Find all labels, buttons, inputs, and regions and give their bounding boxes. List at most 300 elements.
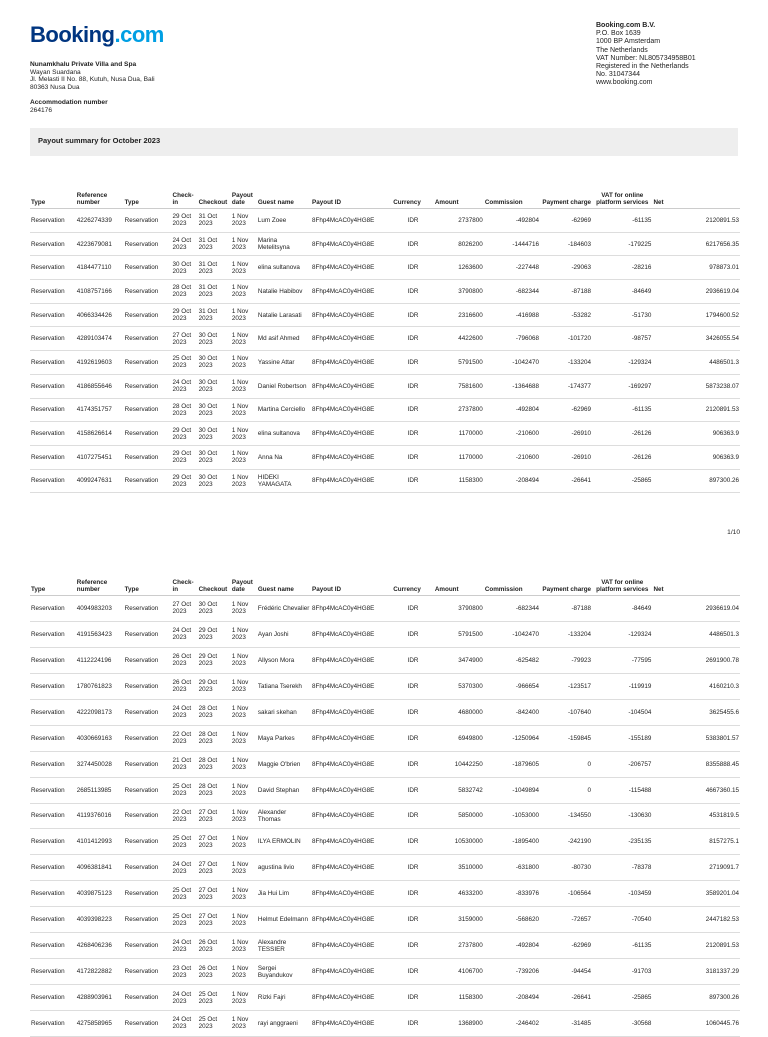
cell-payout-id: 8Fhp4McAC0y4HG8E bbox=[311, 327, 392, 351]
cell-booking-type: Reservation bbox=[124, 751, 172, 777]
cell-reference-number: 4186855646 bbox=[76, 374, 124, 398]
cell-type: Reservation bbox=[30, 280, 76, 304]
cell-guest-name: rayi anggraeni bbox=[257, 1011, 311, 1037]
cell-payout-date: 1 Nov 2023 bbox=[231, 596, 257, 622]
cell-type: Reservation bbox=[30, 855, 76, 881]
table-row bbox=[30, 232, 740, 256]
cell-booking-type: Reservation bbox=[124, 647, 172, 673]
cell-amount: 1263600 bbox=[434, 256, 484, 280]
cell-net: 2691900.78 bbox=[652, 647, 740, 673]
cell-vat: -129324 bbox=[592, 621, 652, 647]
cell-net: 2120891.53 bbox=[652, 398, 740, 422]
cell-net: 2120891.53 bbox=[652, 933, 740, 959]
cell-net: 5873238.07 bbox=[652, 374, 740, 398]
cell-payout-id: 8Fhp4McAC0y4HG8E bbox=[311, 725, 392, 751]
cell-booking-type: Reservation bbox=[124, 777, 172, 803]
cell-check-in: 24 Oct 2023 bbox=[172, 374, 198, 398]
cell-payment-charge: -134550 bbox=[540, 803, 592, 829]
cell-currency: IDR bbox=[392, 596, 434, 622]
cell-type: Reservation bbox=[30, 596, 76, 622]
cell-type: Reservation bbox=[30, 209, 76, 233]
cell-commission: -1895400 bbox=[484, 829, 540, 855]
cell-payout-date: 1 Nov 2023 bbox=[231, 209, 257, 233]
cell-commission: -1042470 bbox=[484, 351, 540, 375]
column-header-booking-type: Type bbox=[124, 553, 172, 596]
cell-payout-date: 1 Nov 2023 bbox=[231, 803, 257, 829]
cell-type: Reservation bbox=[30, 699, 76, 725]
cell-currency: IDR bbox=[392, 855, 434, 881]
cell-check-in: 25 Oct 2023 bbox=[172, 907, 198, 933]
cell-commission: -492804 bbox=[484, 398, 540, 422]
cell-amount: 1368900 bbox=[434, 1011, 484, 1037]
table-row bbox=[30, 374, 740, 398]
cell-guest-name: David Stephan bbox=[257, 777, 311, 803]
cell-commission: -833976 bbox=[484, 881, 540, 907]
cell-vat: -84649 bbox=[592, 280, 652, 304]
cell-checkout: 27 Oct 2023 bbox=[198, 829, 231, 855]
cell-amount: 5832742 bbox=[434, 777, 484, 803]
cell-checkout: 27 Oct 2023 bbox=[198, 855, 231, 881]
cell-booking-type: Reservation bbox=[124, 673, 172, 699]
column-header-payout-id: Payout ID bbox=[311, 553, 392, 596]
cell-checkout: 31 Oct 2023 bbox=[198, 280, 231, 304]
company-line: VAT Number: NL805734958B01 bbox=[596, 54, 696, 62]
cell-checkout: 31 Oct 2023 bbox=[198, 303, 231, 327]
cell-reference-number: 4030669163 bbox=[76, 725, 124, 751]
summary-header bbox=[30, 128, 738, 156]
cell-guest-name: Natalie Larasati bbox=[257, 303, 311, 327]
cell-checkout: 30 Oct 2023 bbox=[198, 351, 231, 375]
cell-check-in: 24 Oct 2023 bbox=[172, 855, 198, 881]
cell-currency: IDR bbox=[392, 985, 434, 1011]
cell-currency: IDR bbox=[392, 803, 434, 829]
cell-net: 4160210.3 bbox=[652, 673, 740, 699]
cell-amount: 5850000 bbox=[434, 803, 484, 829]
table-row bbox=[30, 596, 740, 622]
company-line: The Netherlands bbox=[596, 46, 648, 54]
summary-title: Payout summary for October 2023 bbox=[38, 136, 161, 145]
cell-checkout: 27 Oct 2023 bbox=[198, 881, 231, 907]
cell-checkout: 30 Oct 2023 bbox=[198, 596, 231, 622]
cell-payout-date: 1 Nov 2023 bbox=[231, 647, 257, 673]
cell-commission: -1444716 bbox=[484, 232, 540, 256]
column-header-net: Net bbox=[652, 166, 740, 209]
cell-checkout: 30 Oct 2023 bbox=[198, 398, 231, 422]
cell-amount: 2737800 bbox=[434, 209, 484, 233]
cell-net: 4486501.3 bbox=[652, 351, 740, 375]
cell-type: Reservation bbox=[30, 751, 76, 777]
cell-payment-charge: -101720 bbox=[540, 327, 592, 351]
cell-checkout: 29 Oct 2023 bbox=[198, 647, 231, 673]
cell-booking-type: Reservation bbox=[124, 907, 172, 933]
cell-type: Reservation bbox=[30, 985, 76, 1011]
cell-reference-number: 4094983203 bbox=[76, 596, 124, 622]
cell-currency: IDR bbox=[392, 256, 434, 280]
cell-payment-charge: -26910 bbox=[540, 422, 592, 446]
cell-payout-id: 8Fhp4McAC0y4HG8E bbox=[311, 907, 392, 933]
cell-amount: 3510000 bbox=[434, 855, 484, 881]
cell-amount: 5791500 bbox=[434, 351, 484, 375]
cell-amount: 3474900 bbox=[434, 647, 484, 673]
cell-guest-name: ILYA ERMOLIN bbox=[257, 829, 311, 855]
cell-booking-type: Reservation bbox=[124, 933, 172, 959]
cell-check-in: 24 Oct 2023 bbox=[172, 985, 198, 1011]
cell-reference-number: 4112224196 bbox=[76, 647, 124, 673]
column-header-currency: Currency bbox=[392, 553, 434, 596]
cell-guest-name: Rizki Fajri bbox=[257, 985, 311, 1011]
cell-check-in: 24 Oct 2023 bbox=[172, 699, 198, 725]
cell-payout-date: 1 Nov 2023 bbox=[231, 469, 257, 493]
cell-vat: -179225 bbox=[592, 232, 652, 256]
cell-guest-name: Martina Cerciello bbox=[257, 398, 311, 422]
cell-booking-type: Reservation bbox=[124, 621, 172, 647]
cell-booking-type: Reservation bbox=[124, 1011, 172, 1037]
cell-guest-name: elina sultanova bbox=[257, 422, 311, 446]
cell-vat: -119919 bbox=[592, 673, 652, 699]
table-row bbox=[30, 647, 740, 673]
cell-guest-name: Frédéric Chevalier bbox=[257, 596, 311, 622]
payout-table-page-2 bbox=[30, 553, 740, 1037]
cell-reference-number: 4158626614 bbox=[76, 422, 124, 446]
cell-currency: IDR bbox=[392, 445, 434, 469]
cell-type: Reservation bbox=[30, 777, 76, 803]
cell-payout-date: 1 Nov 2023 bbox=[231, 673, 257, 699]
cell-type: Reservation bbox=[30, 959, 76, 985]
cell-booking-type: Reservation bbox=[124, 855, 172, 881]
cell-checkout: 30 Oct 2023 bbox=[198, 422, 231, 446]
cell-checkout: 25 Oct 2023 bbox=[198, 985, 231, 1011]
cell-booking-type: Reservation bbox=[124, 725, 172, 751]
cell-currency: IDR bbox=[392, 469, 434, 493]
cell-check-in: 28 Oct 2023 bbox=[172, 398, 198, 422]
cell-payment-charge: -107640 bbox=[540, 699, 592, 725]
cell-currency: IDR bbox=[392, 907, 434, 933]
cell-currency: IDR bbox=[392, 303, 434, 327]
cell-vat: -84649 bbox=[592, 596, 652, 622]
cell-commission: -682344 bbox=[484, 596, 540, 622]
cell-vat: -77595 bbox=[592, 647, 652, 673]
column-header-payout-id: Payout ID bbox=[311, 166, 392, 209]
cell-commission: -208494 bbox=[484, 469, 540, 493]
cell-type: Reservation bbox=[30, 881, 76, 907]
cell-check-in: 26 Oct 2023 bbox=[172, 673, 198, 699]
cell-vat: -30568 bbox=[592, 1011, 652, 1037]
column-header-net: Net bbox=[652, 553, 740, 596]
cell-amount: 10530000 bbox=[434, 829, 484, 855]
cell-payment-charge: -159845 bbox=[540, 725, 592, 751]
cell-reference-number: 4223679081 bbox=[76, 232, 124, 256]
cell-checkout: 26 Oct 2023 bbox=[198, 959, 231, 985]
cell-guest-name: Helmut Edelmann bbox=[257, 907, 311, 933]
cell-payout-id: 8Fhp4McAC0y4HG8E bbox=[311, 374, 392, 398]
cell-payment-charge: -87188 bbox=[540, 280, 592, 304]
cell-check-in: 22 Oct 2023 bbox=[172, 725, 198, 751]
cell-booking-type: Reservation bbox=[124, 881, 172, 907]
cell-payout-date: 1 Nov 2023 bbox=[231, 398, 257, 422]
column-header-reference-number: Reference number bbox=[76, 166, 124, 209]
cell-currency: IDR bbox=[392, 232, 434, 256]
cell-checkout: 25 Oct 2023 bbox=[198, 1011, 231, 1037]
cell-net: 1794600.52 bbox=[652, 303, 740, 327]
cell-net: 4667360.15 bbox=[652, 777, 740, 803]
cell-commission: -208494 bbox=[484, 985, 540, 1011]
column-header-checkout: Checkout bbox=[198, 166, 231, 209]
cell-payout-id: 8Fhp4McAC0y4HG8E bbox=[311, 351, 392, 375]
cell-guest-name: Maggie O'brien bbox=[257, 751, 311, 777]
column-header-vat: VAT for online platform services bbox=[592, 553, 652, 596]
cell-payout-id: 8Fhp4McAC0y4HG8E bbox=[311, 881, 392, 907]
cell-check-in: 22 Oct 2023 bbox=[172, 803, 198, 829]
column-header-reference-number: Reference number bbox=[76, 553, 124, 596]
cell-check-in: 28 Oct 2023 bbox=[172, 280, 198, 304]
cell-payout-date: 1 Nov 2023 bbox=[231, 422, 257, 446]
cell-payout-id: 8Fhp4McAC0y4HG8E bbox=[311, 855, 392, 881]
cell-payout-date: 1 Nov 2023 bbox=[231, 881, 257, 907]
cell-reference-number: 4289103474 bbox=[76, 327, 124, 351]
property-name: Nunamkhalu Private Villa and Spa bbox=[30, 61, 137, 68]
cell-vat: -61135 bbox=[592, 933, 652, 959]
cell-payout-id: 8Fhp4McAC0y4HG8E bbox=[311, 803, 392, 829]
cell-payment-charge: -62969 bbox=[540, 209, 592, 233]
cell-payment-charge: -133204 bbox=[540, 621, 592, 647]
cell-net: 2936619.04 bbox=[652, 280, 740, 304]
cell-currency: IDR bbox=[392, 959, 434, 985]
cell-check-in: 25 Oct 2023 bbox=[172, 881, 198, 907]
cell-guest-name: Alexandre TESSIER bbox=[257, 933, 311, 959]
cell-guest-name: Maya Parkes bbox=[257, 725, 311, 751]
cell-payout-date: 1 Nov 2023 bbox=[231, 751, 257, 777]
table-row bbox=[30, 829, 740, 855]
company-line: 1000 BP Amsterdam bbox=[596, 38, 661, 46]
cell-type: Reservation bbox=[30, 803, 76, 829]
cell-net: 3589201.04 bbox=[652, 881, 740, 907]
table-row bbox=[30, 445, 740, 469]
cell-vat: -61135 bbox=[592, 398, 652, 422]
cell-currency: IDR bbox=[392, 881, 434, 907]
company-address bbox=[596, 22, 696, 88]
cell-commission: -210600 bbox=[484, 422, 540, 446]
cell-currency: IDR bbox=[392, 673, 434, 699]
table-row bbox=[30, 777, 740, 803]
cell-payment-charge: -79923 bbox=[540, 647, 592, 673]
cell-booking-type: Reservation bbox=[124, 374, 172, 398]
cell-checkout: 31 Oct 2023 bbox=[198, 232, 231, 256]
cell-vat: -78378 bbox=[592, 855, 652, 881]
table-row bbox=[30, 699, 740, 725]
cell-guest-name: Jia Hui Lim bbox=[257, 881, 311, 907]
table-row bbox=[30, 959, 740, 985]
cell-payout-date: 1 Nov 2023 bbox=[231, 933, 257, 959]
column-header-type: Type bbox=[30, 553, 76, 596]
cell-amount: 2316600 bbox=[434, 303, 484, 327]
column-header-amount: Amount bbox=[434, 553, 484, 596]
cell-check-in: 29 Oct 2023 bbox=[172, 209, 198, 233]
cell-checkout: 29 Oct 2023 bbox=[198, 673, 231, 699]
cell-vat: -129324 bbox=[592, 351, 652, 375]
cell-payout-id: 8Fhp4McAC0y4HG8E bbox=[311, 985, 392, 1011]
cell-payout-id: 8Fhp4McAC0y4HG8E bbox=[311, 596, 392, 622]
cell-currency: IDR bbox=[392, 725, 434, 751]
cell-payout-id: 8Fhp4McAC0y4HG8E bbox=[311, 751, 392, 777]
cell-net: 5383801.57 bbox=[652, 725, 740, 751]
cell-payout-id: 8Fhp4McAC0y4HG8E bbox=[311, 673, 392, 699]
cell-check-in: 24 Oct 2023 bbox=[172, 621, 198, 647]
cell-payout-date: 1 Nov 2023 bbox=[231, 256, 257, 280]
cell-currency: IDR bbox=[392, 351, 434, 375]
table-row bbox=[30, 422, 740, 446]
cell-booking-type: Reservation bbox=[124, 959, 172, 985]
cell-payment-charge: 0 bbox=[540, 777, 592, 803]
cell-commission: -1049894 bbox=[484, 777, 540, 803]
cell-type: Reservation bbox=[30, 445, 76, 469]
cell-commission: -625482 bbox=[484, 647, 540, 673]
cell-reference-number: 4268406236 bbox=[76, 933, 124, 959]
cell-payout-date: 1 Nov 2023 bbox=[231, 351, 257, 375]
cell-amount: 1170000 bbox=[434, 445, 484, 469]
cell-booking-type: Reservation bbox=[124, 398, 172, 422]
cell-checkout: 26 Oct 2023 bbox=[198, 933, 231, 959]
cell-reference-number: 4226274339 bbox=[76, 209, 124, 233]
cell-payment-charge: -31485 bbox=[540, 1011, 592, 1037]
cell-reference-number: 4222098173 bbox=[76, 699, 124, 725]
cell-payout-id: 8Fhp4McAC0y4HG8E bbox=[311, 1011, 392, 1037]
cell-vat: -61135 bbox=[592, 209, 652, 233]
cell-payment-charge: -133204 bbox=[540, 351, 592, 375]
cell-payment-charge: -123517 bbox=[540, 673, 592, 699]
cell-type: Reservation bbox=[30, 673, 76, 699]
cell-amount: 4633200 bbox=[434, 881, 484, 907]
cell-payout-id: 8Fhp4McAC0y4HG8E bbox=[311, 777, 392, 803]
cell-payout-id: 8Fhp4McAC0y4HG8E bbox=[311, 280, 392, 304]
payout-table-page-1 bbox=[30, 166, 740, 493]
cell-payout-id: 8Fhp4McAC0y4HG8E bbox=[311, 256, 392, 280]
cell-payout-id: 8Fhp4McAC0y4HG8E bbox=[311, 422, 392, 446]
cell-check-in: 24 Oct 2023 bbox=[172, 933, 198, 959]
cell-commission: -246402 bbox=[484, 1011, 540, 1037]
cell-check-in: 23 Oct 2023 bbox=[172, 959, 198, 985]
cell-commission: -1250964 bbox=[484, 725, 540, 751]
cell-currency: IDR bbox=[392, 933, 434, 959]
cell-amount: 3159000 bbox=[434, 907, 484, 933]
cell-type: Reservation bbox=[30, 351, 76, 375]
column-header-payout-date: Payout date bbox=[231, 166, 257, 209]
table-row bbox=[30, 398, 740, 422]
cell-net: 978873.01 bbox=[652, 256, 740, 280]
cell-guest-name: Anna Na bbox=[257, 445, 311, 469]
cell-vat: -206757 bbox=[592, 751, 652, 777]
cell-reference-number: 1780761823 bbox=[76, 673, 124, 699]
cell-currency: IDR bbox=[392, 327, 434, 351]
cell-currency: IDR bbox=[392, 398, 434, 422]
cell-booking-type: Reservation bbox=[124, 985, 172, 1011]
cell-guest-name: Alexander Thomas bbox=[257, 803, 311, 829]
logo-suffix-text: .com bbox=[114, 22, 164, 47]
cell-checkout: 28 Oct 2023 bbox=[198, 699, 231, 725]
cell-vat: -26126 bbox=[592, 445, 652, 469]
cell-guest-name: Md asif Ahmed bbox=[257, 327, 311, 351]
cell-payment-charge: -29063 bbox=[540, 256, 592, 280]
cell-commission: -739206 bbox=[484, 959, 540, 985]
cell-guest-name: Yassine Attar bbox=[257, 351, 311, 375]
cell-check-in: 29 Oct 2023 bbox=[172, 445, 198, 469]
cell-amount: 1170000 bbox=[434, 422, 484, 446]
cell-checkout: 30 Oct 2023 bbox=[198, 327, 231, 351]
cell-check-in: 29 Oct 2023 bbox=[172, 303, 198, 327]
cell-payment-charge: -62969 bbox=[540, 398, 592, 422]
cell-net: 4486501.3 bbox=[652, 621, 740, 647]
cell-reference-number: 4191563423 bbox=[76, 621, 124, 647]
cell-payout-id: 8Fhp4McAC0y4HG8E bbox=[311, 699, 392, 725]
table-row bbox=[30, 280, 740, 304]
cell-reference-number: 4184477110 bbox=[76, 256, 124, 280]
column-header-payment-charge: Payment charge bbox=[540, 553, 592, 596]
cell-payment-charge: -26641 bbox=[540, 985, 592, 1011]
cell-net: 897300.26 bbox=[652, 469, 740, 493]
cell-payout-id: 8Fhp4McAC0y4HG8E bbox=[311, 445, 392, 469]
cell-booking-type: Reservation bbox=[124, 351, 172, 375]
cell-payout-id: 8Fhp4McAC0y4HG8E bbox=[311, 303, 392, 327]
cell-checkout: 30 Oct 2023 bbox=[198, 469, 231, 493]
cell-booking-type: Reservation bbox=[124, 829, 172, 855]
table-row bbox=[30, 985, 740, 1011]
table-row bbox=[30, 907, 740, 933]
cell-vat: -98757 bbox=[592, 327, 652, 351]
cell-currency: IDR bbox=[392, 751, 434, 777]
cell-payout-date: 1 Nov 2023 bbox=[231, 855, 257, 881]
property-line: Jl. Melasti II No. 88, Kutuh, Nusa Dua, Bali bbox=[30, 76, 155, 84]
cell-guest-name: Daniel Robertson bbox=[257, 374, 311, 398]
cell-type: Reservation bbox=[30, 422, 76, 446]
table-row bbox=[30, 351, 740, 375]
cell-check-in: 21 Oct 2023 bbox=[172, 751, 198, 777]
cell-net: 4531819.5 bbox=[652, 803, 740, 829]
cell-payment-charge: -26910 bbox=[540, 445, 592, 469]
cell-commission: -842400 bbox=[484, 699, 540, 725]
cell-reference-number: 4288903961 bbox=[76, 985, 124, 1011]
cell-type: Reservation bbox=[30, 469, 76, 493]
cell-commission: -492804 bbox=[484, 209, 540, 233]
cell-vat: -130630 bbox=[592, 803, 652, 829]
cell-guest-name: Ayan Joshi bbox=[257, 621, 311, 647]
cell-type: Reservation bbox=[30, 647, 76, 673]
cell-reference-number: 4039398223 bbox=[76, 907, 124, 933]
cell-vat: -103459 bbox=[592, 881, 652, 907]
cell-currency: IDR bbox=[392, 699, 434, 725]
cell-check-in: 29 Oct 2023 bbox=[172, 469, 198, 493]
cell-currency: IDR bbox=[392, 1011, 434, 1037]
table-row bbox=[30, 933, 740, 959]
column-header-commission: Commission bbox=[484, 553, 540, 596]
cell-reference-number: 4275858965 bbox=[76, 1011, 124, 1037]
cell-checkout: 27 Oct 2023 bbox=[198, 803, 231, 829]
column-header-currency: Currency bbox=[392, 166, 434, 209]
table-row bbox=[30, 469, 740, 493]
cell-booking-type: Reservation bbox=[124, 596, 172, 622]
cell-payment-charge: -242190 bbox=[540, 829, 592, 855]
cell-booking-type: Reservation bbox=[124, 445, 172, 469]
cell-payout-date: 1 Nov 2023 bbox=[231, 303, 257, 327]
cell-reference-number: 4172822882 bbox=[76, 959, 124, 985]
cell-amount: 5370300 bbox=[434, 673, 484, 699]
cell-vat: -28216 bbox=[592, 256, 652, 280]
cell-commission: -631800 bbox=[484, 855, 540, 881]
cell-amount: 3790800 bbox=[434, 280, 484, 304]
table-row bbox=[30, 673, 740, 699]
cell-booking-type: Reservation bbox=[124, 803, 172, 829]
cell-booking-type: Reservation bbox=[124, 280, 172, 304]
cell-commission: -416988 bbox=[484, 303, 540, 327]
cell-payout-id: 8Fhp4McAC0y4HG8E bbox=[311, 621, 392, 647]
